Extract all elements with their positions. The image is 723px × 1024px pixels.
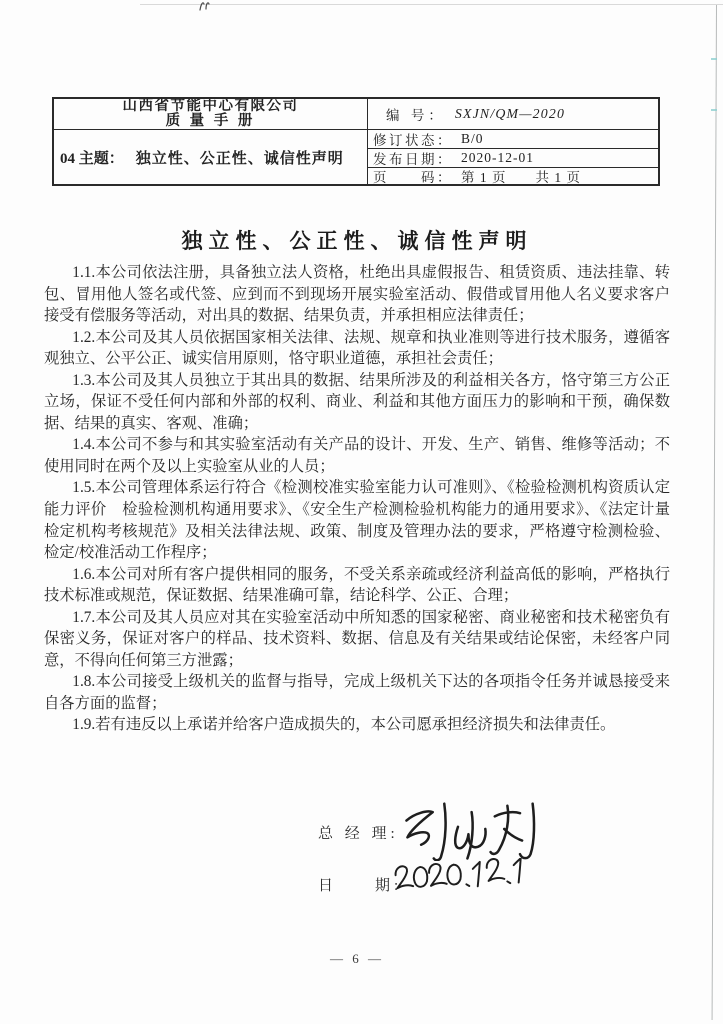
header-table [52,97,660,186]
revision-label: 修订状态： [373,133,453,148]
paragraph-1-7: 1.7.本公司及其人员应对其在实验室活动中所知悉的国家秘密、商业秘密和技术秘密负有保密义务，保证对客户的样品、技术资料、数据、信息及有关结果或结论保密，未经客户同意，不得向任何第三方泄露； [44,608,670,669]
scan-tick [711,109,717,111]
scan-edge-right [712,5,717,1020]
subject-cell [54,130,368,184]
date-label: 日 期: [318,878,403,894]
revision-row [368,130,658,149]
scan-tick [711,58,717,60]
revision-value: B/0 [461,131,484,146]
paragraph-1-4: 1.4.本公司不参与和其实验室活动有关产品的设计、开发、生产、销售、维修等活动；不使用同时在两个及以上实验室从业的人员； [44,436,670,475]
paragraph-1-9: 1.9.若有违反以上承诺并给客户造成损失的，本公司愿承担经济损失和法律责任。 [72,716,616,734]
page-code-value: 第 1 页 共 1 页 [461,170,581,184]
paragraph-1-5: 1.5.本公司管理体系运行符合《检测校准实验室能力认可准则》、《检验检测机构资质认定能力评价 检验检测机构通用要求》、《安全生产检测检验机构能力的通用要求》、《法定计量检定机构考核规范》及相关法律法规、政策、制度及管理办法的要求，严格遵守检测检验、检定/校准活动工作程序； [44,479,670,562]
general-manager-signature [398,799,540,861]
page-code-row [368,168,658,184]
page-code-label: 页 码： [373,170,453,184]
doc-number-cell [368,99,658,130]
general-manager-label: 总 经 理: [318,826,399,842]
subject-title: 独立性、公正性、诚信性声明 [135,150,344,167]
paragraph-1-3: 1.3.本公司及其人员独立于其出具的数据、结果所涉及的利益相关各方，恪守第三方公正立场，保证不受任何内部和外部的权利、商业、利益和其他方面压力的影响和干预，确保数据、结果的真实、客观、准确； [44,371,670,432]
paragraph-1-2: 1.2.本公司及其人员依据国家相关法律、法规、规章和执业准则等进行技术服务，遵循客观独立、公平公正、诚实信用原则，恪守职业道德，承担社会责任； [44,328,670,368]
company-name: 山西省节能中心有限公司 [122,99,299,114]
doc-number-value: SXJN/QM—2020 [454,106,566,121]
doc-number-label: 编 号： [386,108,446,123]
company-cell [54,99,368,130]
issue-date-label: 发布日期： [373,152,453,167]
scan-speck [197,0,211,11]
handwritten-date [394,858,534,896]
manual-title: 质 量 手 册 [165,113,256,129]
document-title: 独立性、公正性、诚信性声明 [181,229,533,253]
issue-date-value: 2020-12-01 [461,150,534,165]
page-number: — 6 — [330,951,384,966]
declaration-body [44,262,670,736]
subject-label: 04 主题： [60,150,124,167]
paragraph-1-1: 1.1.本公司依法注册，具备独立法人资格，杜绝出具虚假报告、租赁资质、违法挂靠、转包、冒用他人签名或代签、应到而不到现场开展实验室活动、假借或冒用他人名义要求客户接受有偿服务等活动，对出具的数据、结果负责，并承担相应法律责任； [44,264,670,325]
issue-date-row [368,149,658,168]
paragraph-1-6: 1.6.本公司对所有客户提供相同的服务，不受关系亲疏或经济利益高低的影响，严格执行技术标准或规范，保证数据、结果准确可靠，结论科学、公正、合理； [44,565,670,605]
scan-edge-top [140,4,723,5]
paragraph-1-8: 1.8.本公司接受上级机关的监督与指导，完成上级机关下达的各项指令任务并诚恳接受来自各方面的监督； [44,673,670,712]
